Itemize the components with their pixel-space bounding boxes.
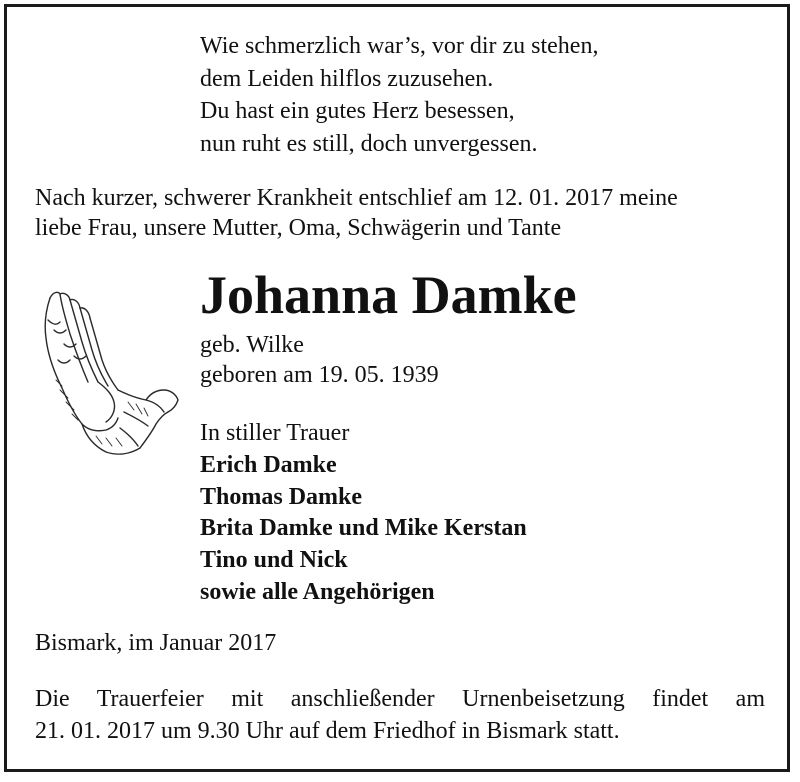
praying-hands-icon: [36, 290, 186, 460]
mourner-name: Thomas Damke: [200, 483, 363, 510]
announcement-line: Nach kurzer, schwerer Krankheit entschlief am 12. 01. 2017 meine: [35, 185, 678, 211]
mourner-name: Erich Damke: [200, 451, 337, 478]
mourner-name: sowie alle Angehörigen: [200, 578, 435, 605]
funeral-line: 21. 01. 2017 um 9.30 Uhr auf dem Friedhof in Bismark statt.: [35, 718, 620, 744]
mourning-heading: In stiller Trauer: [200, 420, 350, 446]
place-and-date: Bismark, im Januar 2017: [35, 630, 277, 656]
poem: [200, 30, 598, 160]
maiden-name: geb. Wilke: [200, 332, 304, 358]
mourners-list: [200, 418, 527, 609]
deceased-name: Johanna Damke: [200, 265, 577, 325]
funeral-line: Die Trauerfeier mit anschließender Urnenbeisetzung findet am: [35, 686, 765, 712]
poem-line: nun ruht es still, doch unvergessen.: [200, 130, 538, 157]
birth-date: geboren am 19. 05. 1939: [200, 362, 439, 388]
death-announcement: [35, 183, 765, 243]
poem-line: Wie schmerzlich war’s, vor dir zu stehen,: [200, 33, 599, 59]
funeral-notice: [35, 683, 765, 747]
poem-line: Du hast ein gutes Herz besessen,: [200, 98, 515, 124]
mourner-name: Brita Damke und Mike Kerstan: [200, 515, 527, 542]
announcement-line: liebe Frau, unsere Mutter, Oma, Schwägerin und Tante: [35, 215, 562, 241]
mourner-name: Tino und Nick: [200, 547, 348, 574]
poem-line: dem Leiden hilflos zuzusehen.: [200, 65, 494, 92]
birth-details: [200, 330, 439, 390]
